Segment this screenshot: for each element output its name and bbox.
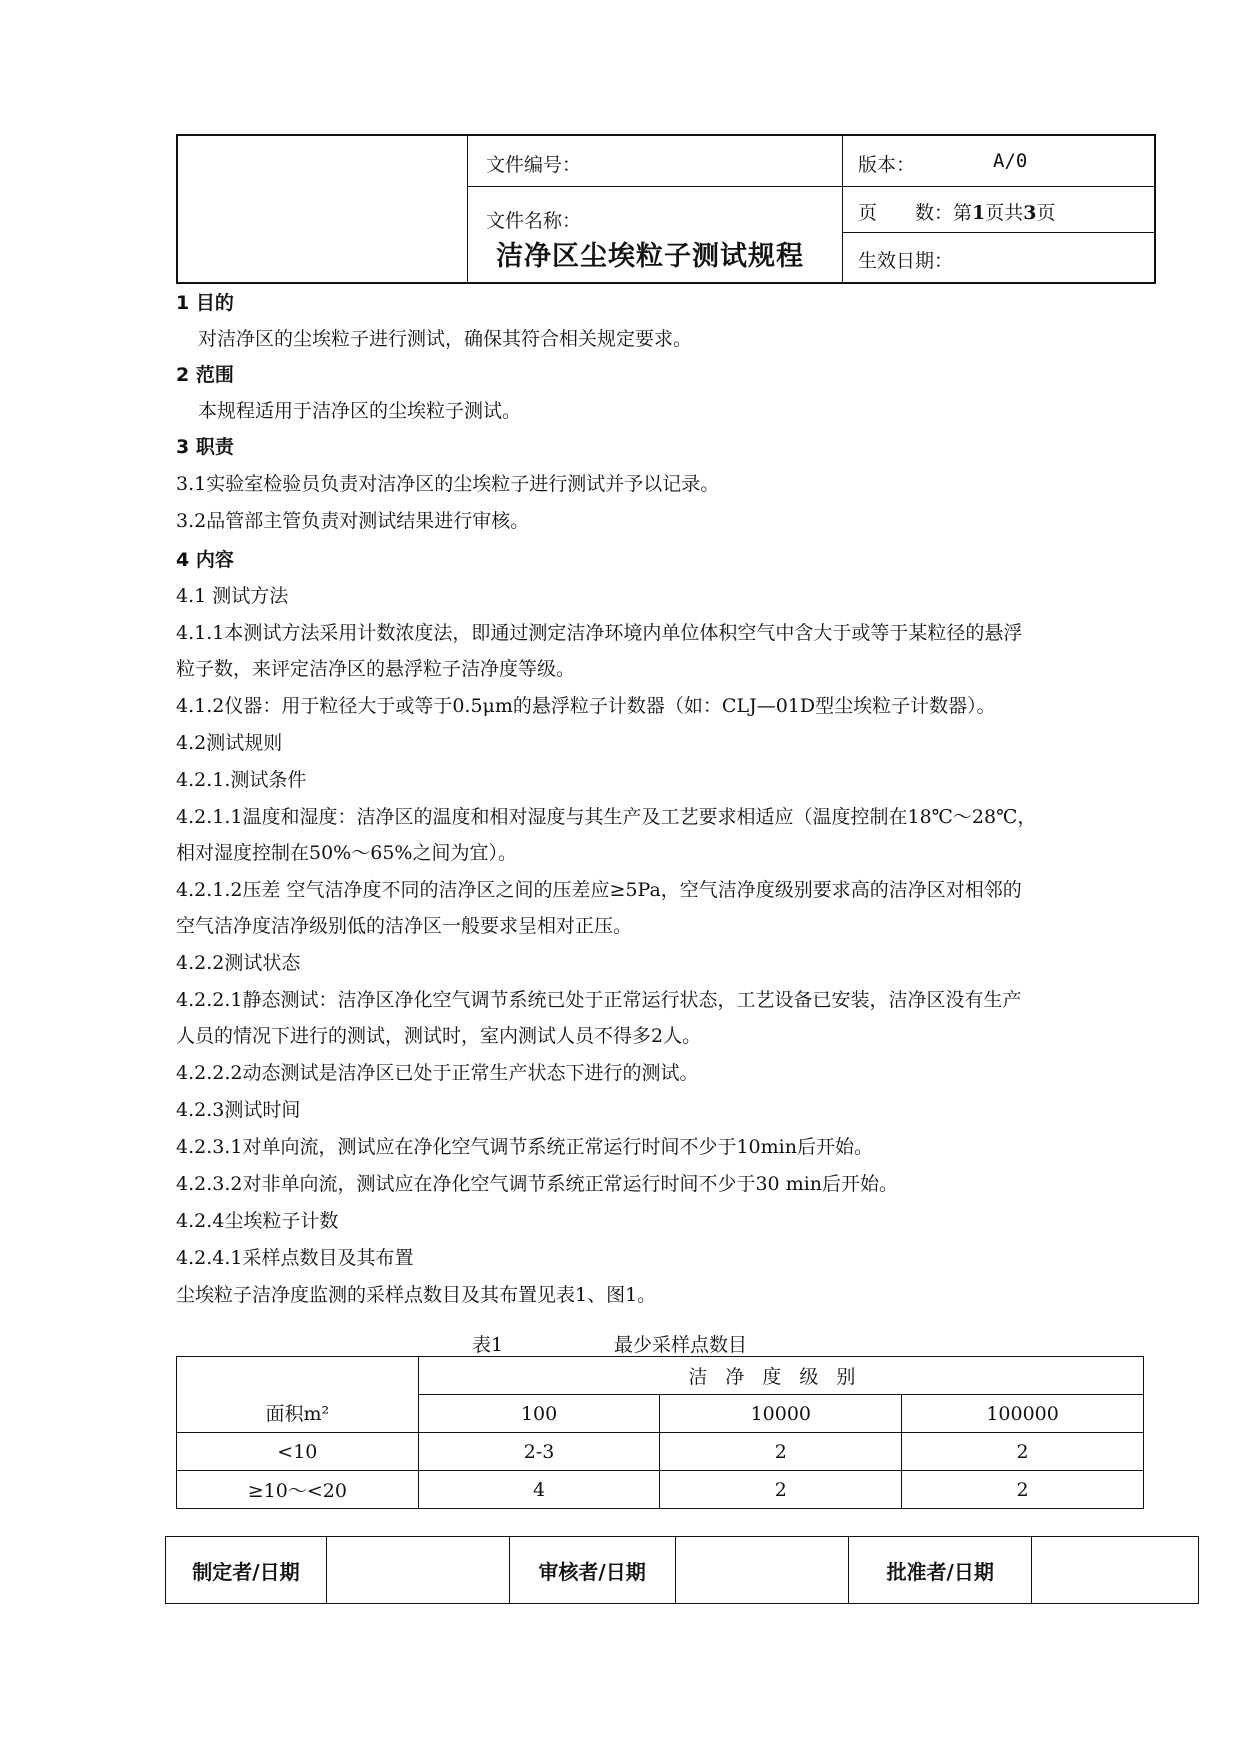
section-2-text: 本规程适用于洁净区的尘埃粒子测试。 <box>198 400 522 422</box>
approver-label: 批准者/日期 <box>849 1537 1032 1604</box>
doc-number-label: 文件编号： <box>486 154 582 176</box>
paragraph-3-1: 3.1实验室检验员负责对洁净区的尘埃粒子进行测试并予以记录。 <box>176 473 720 495</box>
paragraph-4-1-1-b: 粒子数，来评定洁净区的悬浮粒子洁净度等级。 <box>176 658 576 680</box>
logo-cell <box>178 136 468 282</box>
paragraph-3-2: 3.2品管部主管负责对测试结果进行审核。 <box>176 510 530 532</box>
table-row <box>177 1471 1144 1509</box>
page-number: 1 <box>972 202 986 224</box>
doc-name-label: 文件名称： <box>486 210 582 232</box>
paragraph-4-2-3-2: 4.2.3.2对非单向流，测试应在净化空气调节系统正常运行时间不少于30 min后开始。 <box>176 1173 899 1195</box>
drafter-label: 制定者/日期 <box>166 1537 327 1604</box>
paragraph-4-1-1-a: 4.1.1本测试方法采用计数浓度法，即通过测定洁净环境内单位体积空气中含大于或等于某粒径的悬浮 <box>176 622 1023 644</box>
paragraph-4-2-1-2-b: 空气洁净度洁净级别低的洁净区一般要求呈相对正压。 <box>176 915 633 937</box>
paragraph-4-2-3-1: 4.2.3.1对单向流，测试应在净化空气调节系统正常运行时间不少于10min后开始。 <box>176 1136 873 1158</box>
section-4-heading: 4 内容 <box>176 549 234 571</box>
class-10000: 10000 <box>660 1395 902 1433</box>
reviewer-label: 审核者/日期 <box>509 1537 675 1604</box>
sampling-points-table <box>176 1356 1144 1509</box>
paragraph-4-2-4-1-text: 尘埃粒子洁净度监测的采样点数目及其布置见表1、图1。 <box>176 1284 657 1306</box>
table-1-title: 最少采样点数目 <box>614 1334 748 1356</box>
area-header: 面积m² <box>177 1357 419 1433</box>
document-header-table <box>176 134 1156 284</box>
table-row <box>177 1433 1144 1471</box>
table-row <box>166 1537 1199 1604</box>
cleanliness-class-header: 洁净度级别 <box>418 1357 1143 1395</box>
paragraph-4-1-2: 4.1.2仪器：用于粒径大于或等于0.5μm的悬浮粒子计数器（如：CLJ—01D型尘埃粒子计数器）。 <box>176 695 996 717</box>
value-cell: 2 <box>902 1433 1144 1471</box>
value-cell: 4 <box>418 1471 660 1509</box>
table-1-number: 表1 <box>472 1334 504 1356</box>
section-1-text: 对洁净区的尘埃粒子进行测试，确保其符合相关规定要求。 <box>198 328 693 350</box>
class-100000: 100000 <box>902 1395 1144 1433</box>
paragraph-4-2-2-1-b: 人员的情况下进行的测试，测试时，室内测试人员不得多2人。 <box>176 1025 702 1047</box>
drafter-signature-field[interactable] <box>326 1537 509 1604</box>
value-cell: 2 <box>660 1471 902 1509</box>
approver-signature-field[interactable] <box>1032 1537 1199 1604</box>
paragraph-4-2-2: 4.2.2测试状态 <box>176 952 301 974</box>
paragraph-4-2-4-1: 4.2.4.1采样点数目及其布置 <box>176 1247 414 1269</box>
class-100: 100 <box>418 1395 660 1433</box>
paragraph-4-2-1-2-a: 4.2.1.2压差 空气洁净度不同的洁净区之间的压差应≥5Pa，空气洁净度级别要求高的洁净区对相邻的 <box>176 879 1022 901</box>
page-total: 3 <box>1023 202 1037 224</box>
section-1-heading: 1 目的 <box>176 292 234 314</box>
paragraph-4-2-2-2: 4.2.2.2动态测试是洁净区已处于正常生产状态下进行的测试。 <box>176 1062 699 1084</box>
paragraph-4-1: 4.1 测试方法 <box>176 585 289 607</box>
paragraph-4-2-3: 4.2.3测试时间 <box>176 1099 301 1121</box>
section-2-heading: 2 范围 <box>176 364 234 386</box>
paragraph-4-2-1: 4.2.1.测试条件 <box>176 769 307 791</box>
paragraph-4-2-2-1-a: 4.2.2.1静态测试：洁净区净化空气调节系统已处于正常运行状态，工艺设备已安装，洁净区没有生产 <box>176 989 1022 1011</box>
table-row <box>177 1357 1144 1395</box>
paragraph-4-2-1-1-b: 相对湿度控制在50%～65%之间为宜）。 <box>176 842 517 864</box>
signoff-table <box>165 1536 1199 1604</box>
value-cell: 2 <box>902 1471 1144 1509</box>
page-count: 页 数：第1页共3页 <box>858 202 1056 224</box>
paragraph-4-2-4: 4.2.4尘埃粒子计数 <box>176 1210 339 1232</box>
area-cell: <10 <box>177 1433 419 1471</box>
value-cell: 2-3 <box>418 1433 660 1471</box>
section-3-heading: 3 职责 <box>176 436 234 458</box>
reviewer-signature-field[interactable] <box>675 1537 849 1604</box>
paragraph-4-2: 4.2测试规则 <box>176 732 283 754</box>
version-value: A/0 <box>993 150 1028 172</box>
document-title: 洁净区尘埃粒子测试规程 <box>496 241 804 272</box>
area-cell: ≥10～<20 <box>177 1471 419 1509</box>
value-cell: 2 <box>660 1433 902 1471</box>
version-label: 版本： <box>858 154 916 176</box>
effective-date-label: 生效日期： <box>858 250 954 272</box>
paragraph-4-2-1-1-a: 4.2.1.1温度和湿度：洁净区的温度和相对湿度与其生产及工艺要求相适应（温度控制在18℃～28℃， <box>176 806 1037 828</box>
